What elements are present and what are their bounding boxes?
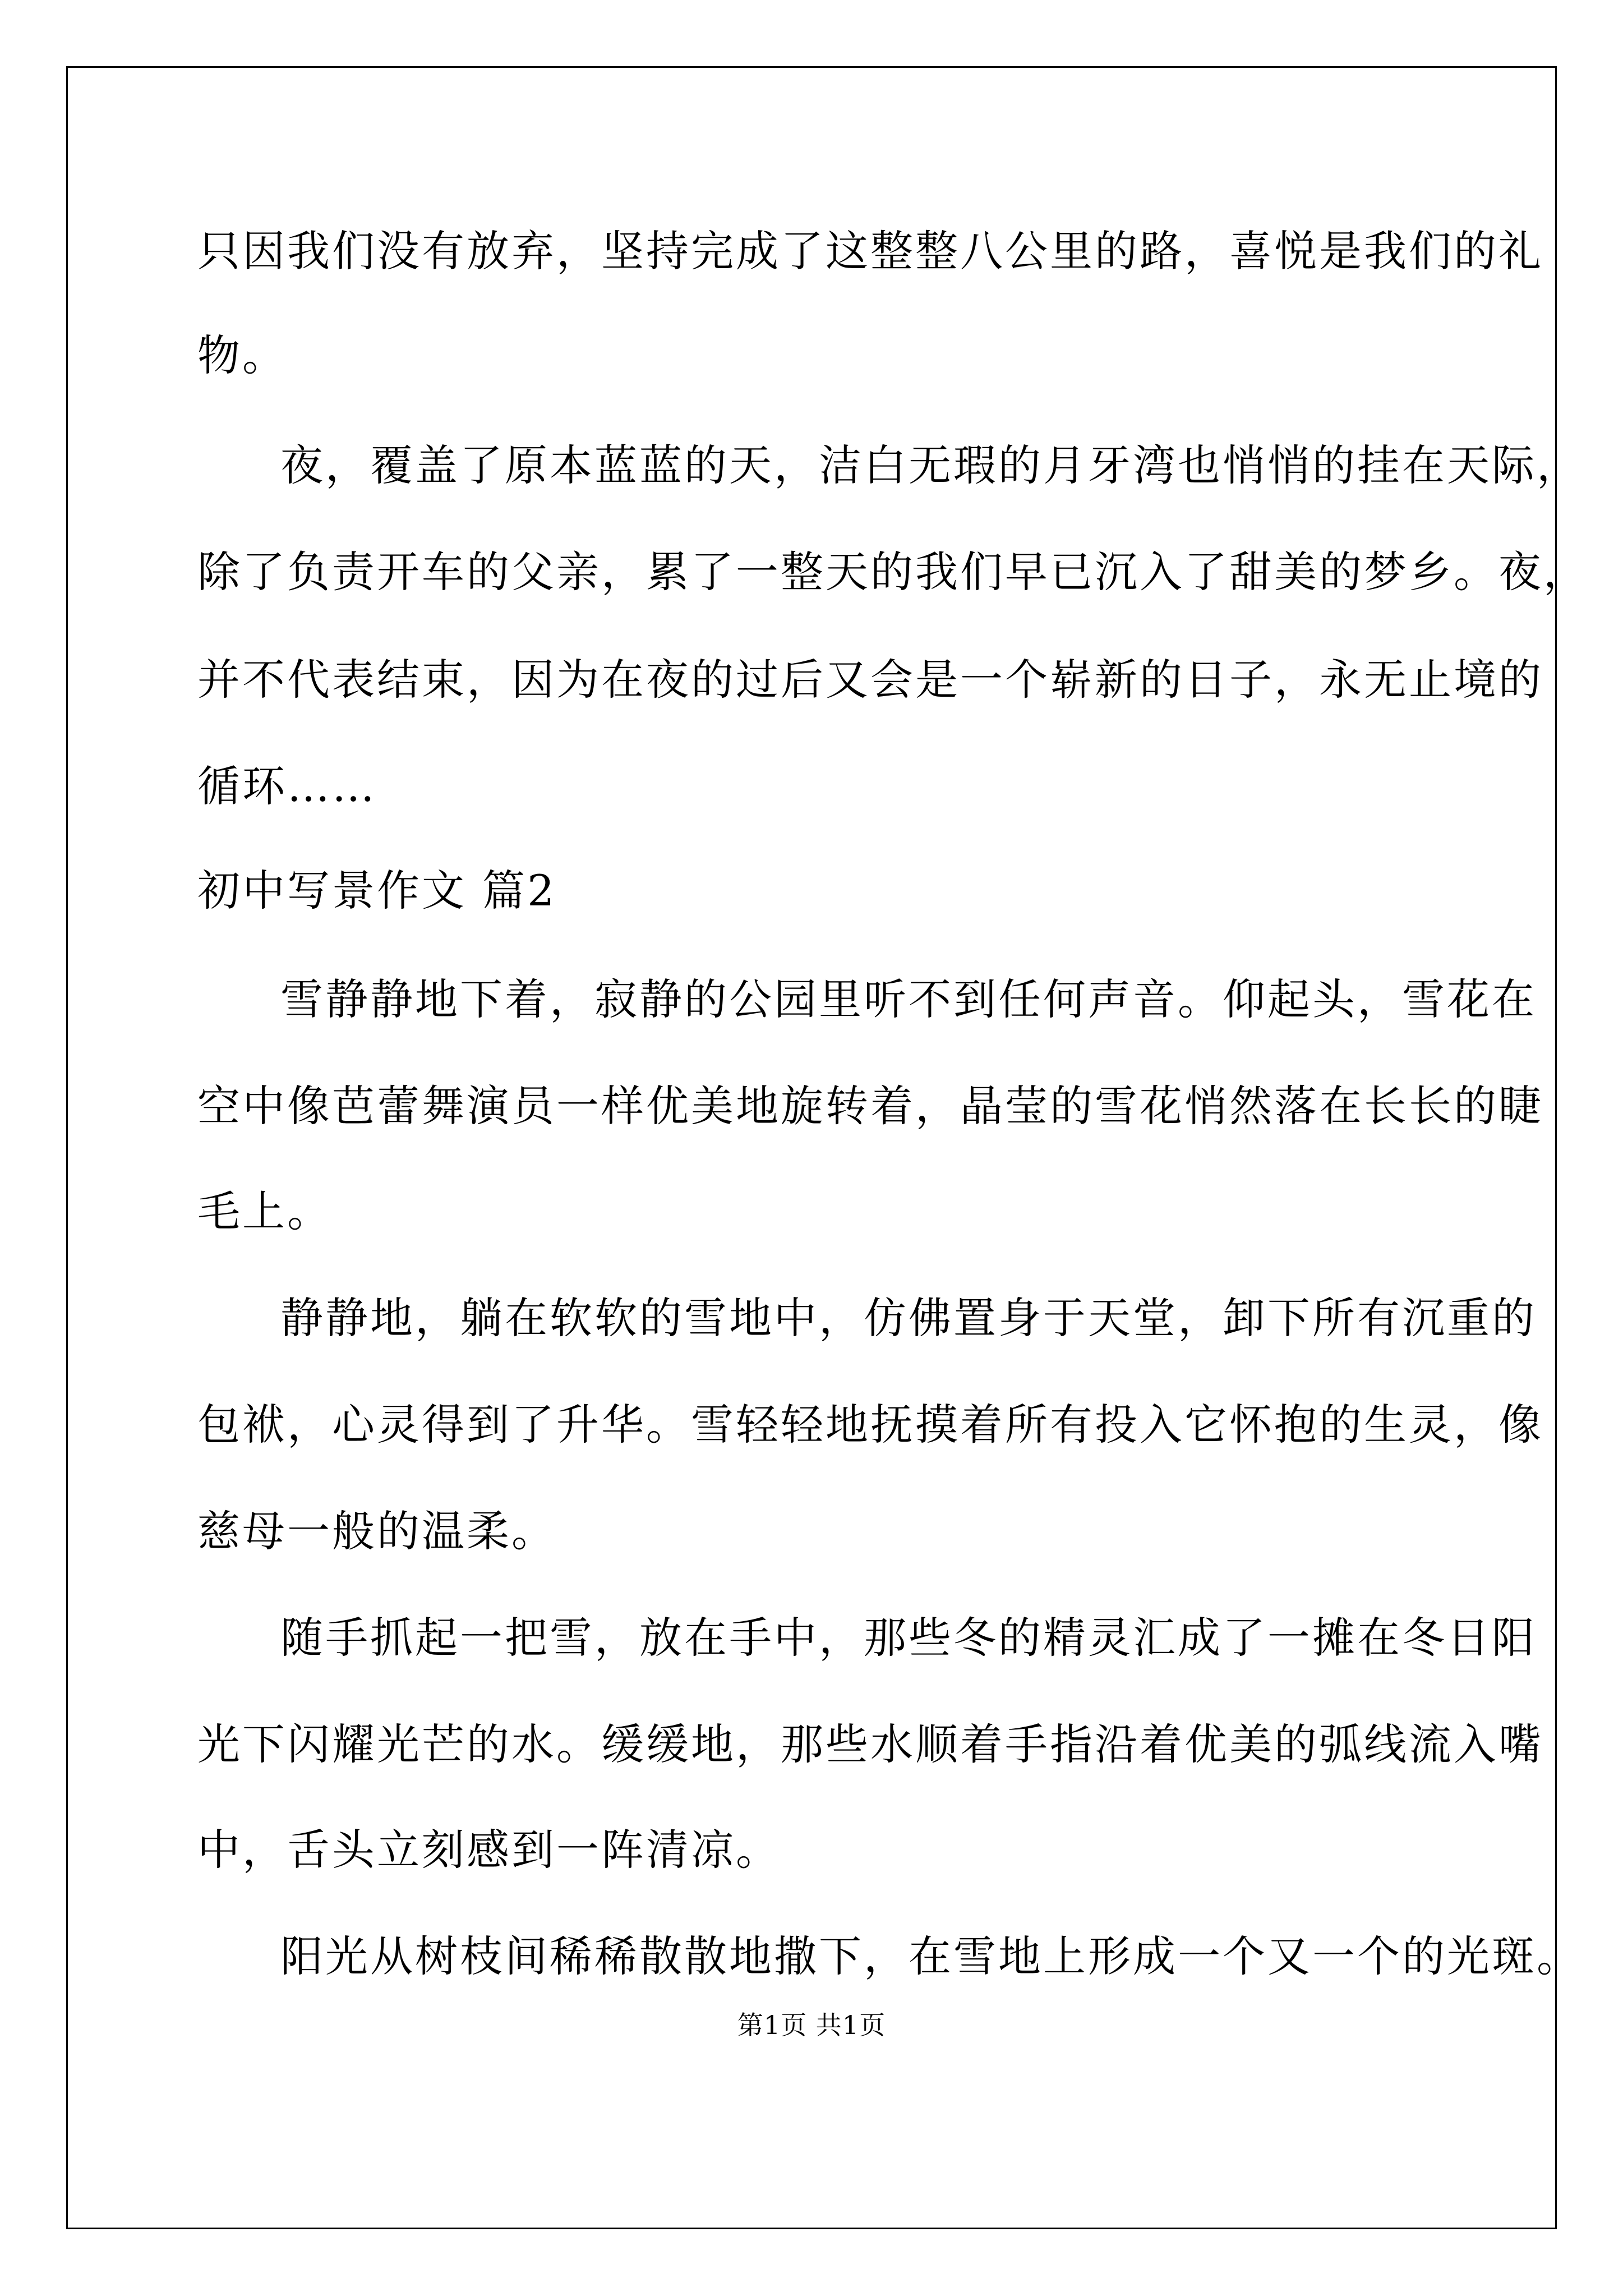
page-footer: 第1页 共1页: [737, 2010, 886, 2040]
paragraph-line: 雪静静地下着，寂静的公园里听不到任何声音。仰起头，雪花在: [280, 974, 1537, 1024]
paragraph-line: 慈母一般的温柔。: [197, 1506, 556, 1556]
paragraph-line: 静静地，躺在软软的雪地中，仿佛置身于天堂，卸下所有沉重的: [280, 1293, 1537, 1343]
section-heading: 初中写景作文 篇2: [197, 866, 557, 915]
paragraph-line: 物。: [197, 330, 287, 380]
paragraph-line: 除了负责开车的父亲，累了一整天的我们早已沉入了甜美的梦乡。夜，: [197, 547, 1588, 597]
paragraph-line: 光下闪耀光芒的水。缓缓地，那些水顺着手指沿着优美的弧线流入嘴: [197, 1719, 1543, 1769]
page-border: [66, 66, 1557, 2229]
paragraph-line: 毛上。: [197, 1186, 332, 1236]
paragraph-line: 空中像芭蕾舞演员一样优美地旋转着，晶莹的雪花悄然落在长长的睫: [197, 1081, 1543, 1131]
paragraph-line: 循环……: [197, 761, 377, 811]
paragraph-line: 随手抓起一把雪，放在手中，那些冬的精灵汇成了一摊在冬日阳: [280, 1613, 1537, 1663]
paragraph-line: 包袱，心灵得到了升华。雪轻轻地抚摸着所有投入它怀抱的生灵，像: [197, 1400, 1543, 1450]
paragraph-line: 中，舌头立刻感到一阵清凉。: [197, 1825, 781, 1875]
paragraph-line: 并不代表结束，因为在夜的过后又会是一个崭新的日子，永无止境的: [197, 655, 1543, 705]
paragraph-line: 只因我们没有放弃，坚持完成了这整整八公里的路，喜悦是我们的礼: [197, 226, 1543, 276]
paragraph-line: 夜，覆盖了原本蓝蓝的天，洁白无瑕的月牙湾也悄悄的挂在天际，: [280, 440, 1581, 490]
paragraph-line: 阳光从树枝间稀稀散散地撒下，在雪地上形成一个又一个的光斑。: [280, 1931, 1581, 1981]
